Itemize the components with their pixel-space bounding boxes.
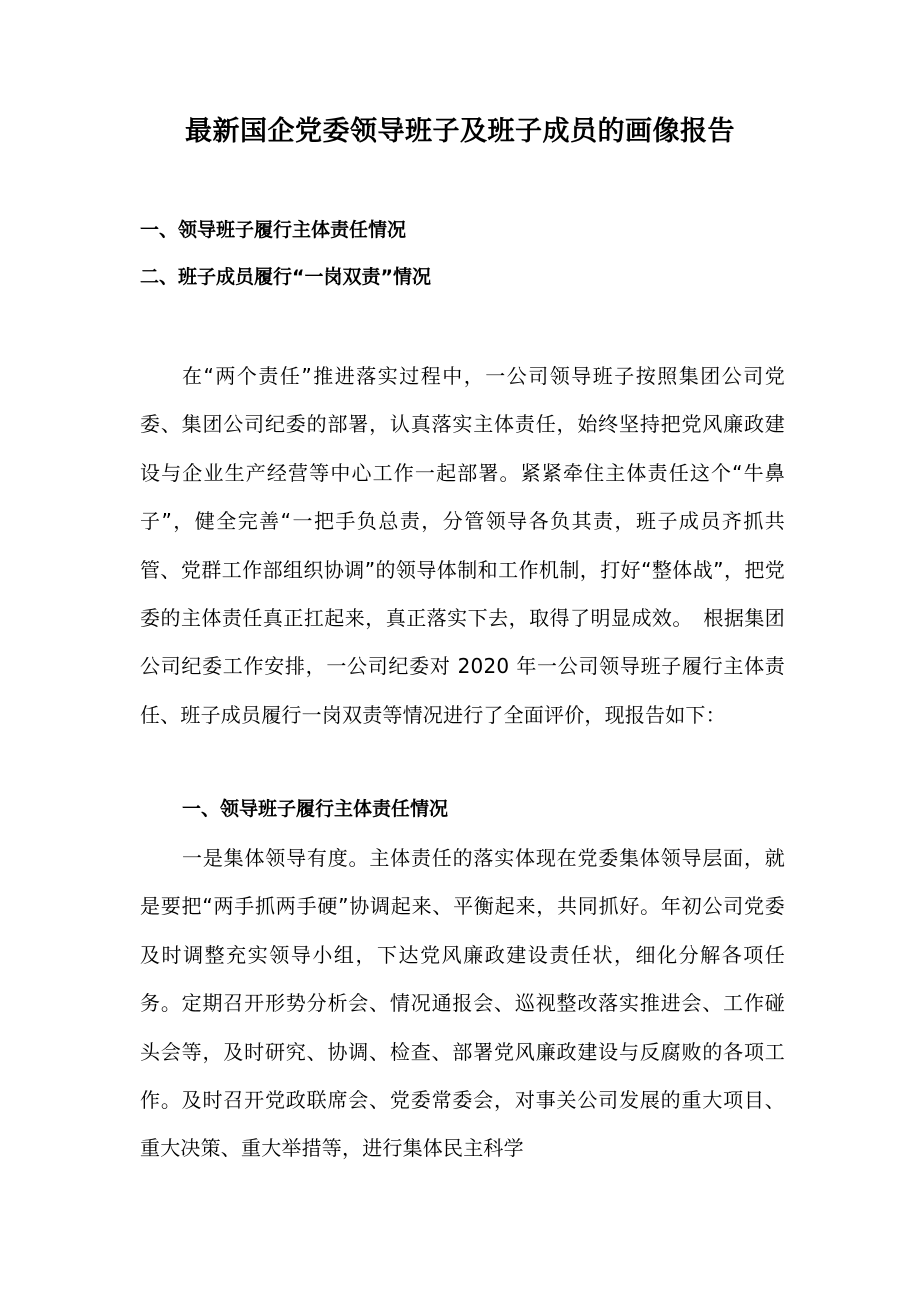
section1-paragraph: 一是集体领导有度。主体责任的落实体现在党委集体领导层面，就是要把“两手抓两手硬”协调起来、平衡起来，共同抓好。年初公司党委及时调整充实领导小组，下达党风廉政建设责任状，细化分解各项任务。定期召开形势分析会、情况通报会、巡视整改落实推进会、工作碰头会等，及时研究、协调、检查、部署党风廉政建设与反腐败的各项工作。及时召开党政联席会、党委常委会，对事关公司发展的重大项目、重大决策、重大举措等，进行集体民主科学	[140, 846, 785, 1161]
toc-item-2: 二、班子成员履行“一岗双责”情况	[140, 266, 431, 288]
section-heading-1: 一、领导班子履行主体责任情况	[182, 798, 449, 820]
section1-paragraph-block	[140, 834, 785, 1173]
toc-item-1: 一、领导班子履行主体责任情况	[140, 219, 407, 241]
intro-paragraph-block	[140, 352, 785, 739]
intro-paragraph: 在“两个责任”推进落实过程中，一公司领导班子按照集团公司党委、集团公司纪委的部署，认真落实主体责任，始终坚持把党风廉政建设与企业生产经营等中心工作一起部署。紧紧牵住主体责任这个“牛鼻子”，健全完善“一把手负总责，分管领导各负其责，班子成员齐抓共管、党群工作部组织协调”的领导体制和工作机制，打好“整体战”，把党委的主体责任真正扛起来，真正落实下去，取得了明显成效。 根据集团公司纪委工作安排，一公司纪委对 2020 年一公司领导班子履行主体责任、班子成员履行一岗双责等情况进行了全面评价，现报告如下：	[140, 364, 785, 727]
document-title: 最新国企党委领导班子及班子成员的画像报告	[185, 116, 735, 147]
